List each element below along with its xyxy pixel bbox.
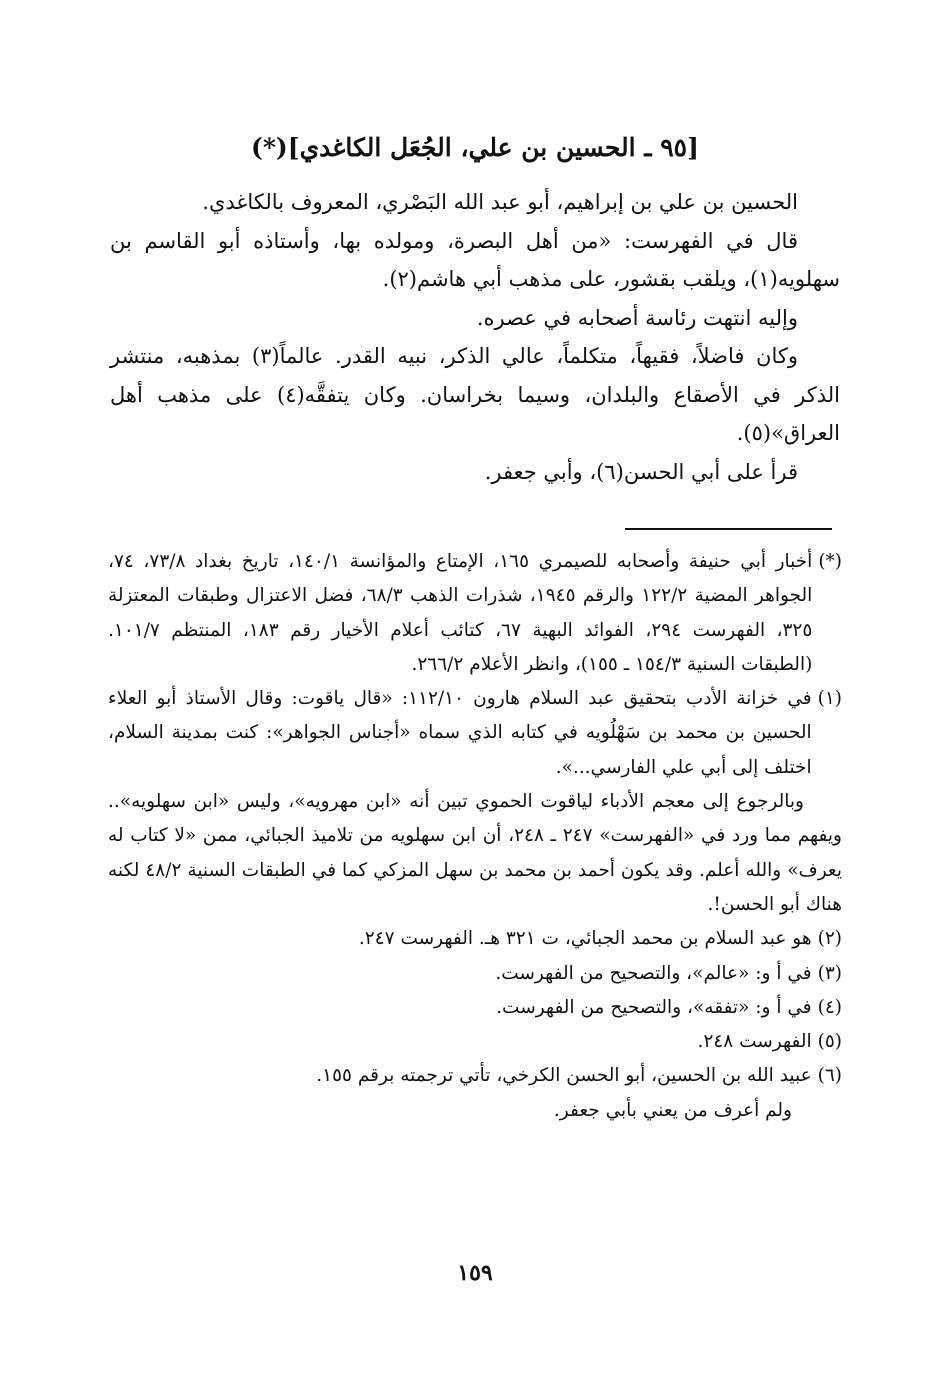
footnote-5 <box>108 1025 842 1059</box>
footnote-text: في أ و: «عالم»، والتصحيح من الفهرست. <box>495 962 812 984</box>
footnote-text: في أ و: «تفقه»، والتصحيح من الفهرست. <box>496 996 812 1018</box>
body-paragraph: وكان فاضلاً، فقيهاً، متكلماً، عالي الذكر، نبيه القدر. عالماً(٣) بمذهبه، منتشر الذكر في الأصقاع والبلدان، وسيما بخراسان. وكان يتفقَّه(٤) على مذهب أهل العراق»(٥). <box>110 344 840 445</box>
footnote-marker: (٢) <box>817 928 842 950</box>
footnote-marker: (٤) <box>817 996 842 1018</box>
footnote-continuation: وبالرجوع إلى معجم الأدباء لياقوت الحموي تبين أنه «ابن مهرويه»، وليس «ابن سهلويه».. ويفهم مما ورد في «الفهرست» ٢٤٧ ـ ٢٤٨، أن ابن سهلويه من تلاميذ الجبائي، ممن «لا كتاب له يعرف» والله أعلم. وقد يكون أحمد بن محمد بن سهل المزكي كما في الطبقات السنية ٤٨/٢ لكنه هناك أبو الحسن!. <box>108 791 842 915</box>
footnote-text: الفهرست ٢٤٨. <box>697 1031 812 1053</box>
footnote-4 <box>108 991 842 1025</box>
footnote-marker: (*) <box>818 551 842 572</box>
page-number: ١٥٩ <box>457 1260 493 1286</box>
footnote-star <box>108 545 842 682</box>
footnote-continuation: ولم أعرف من يعني بأبي جعفر. <box>553 1099 792 1121</box>
footnote-marker: (٦) <box>817 1065 842 1087</box>
body-paragraph: الحسين بن علي بن إبراهيم، أبو عبد الله البَصْري، المعروف بالكاغدي. <box>202 190 798 214</box>
entry-title: [٩٥ ـ الحسين بن علي، الجُعَل الكاغدي](*) <box>251 133 699 162</box>
footnote-3 <box>108 957 842 991</box>
footnote-1 <box>108 682 842 785</box>
footnote-2 <box>108 922 842 956</box>
footnote-marker: (٥) <box>817 1031 842 1053</box>
footnotes <box>108 545 842 1128</box>
footnote-text: في خزانة الأدب بتحقيق عبد السلام هارون ١١٢/١٠: «قال ياقوت: وقال الأستاذ أبو العلاء الحسين بن محمد بن سَهْلُويه في كتابه الذي سماه «أجناس الجواهر»: كنت بمدينة السلام، اختلف إلى أبي علي الفارسي...». <box>108 688 812 778</box>
entry-body <box>110 183 840 491</box>
footnote-text: عبيد الله بن الحسين، أبو الحسن الكرخي، تأتي ترجمته برقم ١٥٥. <box>316 1065 812 1087</box>
footnote-marker: (١) <box>817 688 842 710</box>
body-paragraph: وإليه انتهت رئاسة أصحابه في عصره. <box>476 305 798 330</box>
footnote-text: هو عبد السلام بن محمد الجبائي، ت ٣٢١ هـ. الفهرست ٢٤٧. <box>358 928 812 950</box>
footnote-text: أخبار أبي حنيفة وأصحابه للصيمري ١٦٥، الإمتاع والمؤانسة ١٤٠/١، تاريخ بغداد ٧٣/٨، ٧٤، الجواهر المضية ١٢٢/٢ والرقم ١٩٤٥، شذرات الذهب ٦٨/٣، فضل الاعتزال وطبقات المعتزلة ٣٢٥، الفهرست ٢٩٤، الفوائد البهية ٦٧، كتائب أعلام الأخيار رقم ١٨٣، المنتظم ١٠١/٧. (الطبقات السنية ١٥٤/٣ ـ ١٥٥)، وانظر الأعلام ٢٦٦/٢. <box>108 551 813 675</box>
footnote-separator <box>625 528 832 530</box>
body-paragraph: قرأ على أبي الحسن(٦)، وأبي جعفر. <box>484 459 798 484</box>
footnote-6 <box>108 1059 842 1093</box>
footnote-marker: (٣) <box>817 962 842 984</box>
body-paragraph: قال في الفهرست: «من أهل البصرة، ومولده بها، وأستاذه أبو القاسم بن سهلويه(١)، ويلقب بقشور، على مذهب أبي هاشم(٢). <box>110 228 840 291</box>
